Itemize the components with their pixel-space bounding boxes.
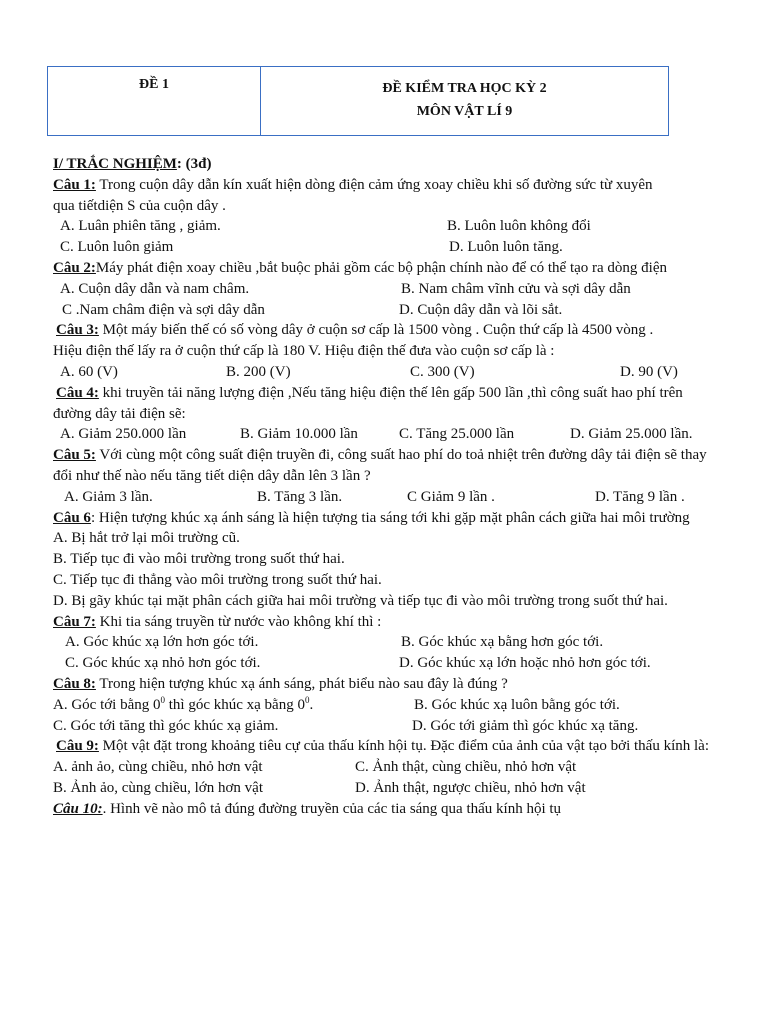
q5-option-b: B. Tăng 3 lần.: [257, 488, 343, 505]
q3-option-b: B. 200 (V): [226, 363, 291, 380]
exam-title-cell: [261, 67, 668, 135]
q2-option-d: D. Cuộn dây dẫn và lõi sắt.: [399, 301, 563, 318]
section-heading: I/ TRẮC NGHIỆM: (3đ): [53, 156, 212, 172]
q6-option-a: A. Bị hắt trở lại môi trường cũ.: [53, 530, 240, 547]
question-1: Câu 1: Trong cuộn dây dẫn kín xuất hiện dòng điện cảm ứng xoay chiều khi số đường sức từ xuyên: [53, 176, 653, 193]
q7-option-a: A. Góc khúc xạ lớn hơn góc tới.: [65, 634, 259, 651]
q6-option-b: B. Tiếp tục đi vào môi trường trong suốt thứ hai.: [53, 551, 345, 568]
q9-option-c: C. Ảnh thật, cùng chiều, nhỏ hơn vật: [355, 759, 577, 776]
q8-option-c: C. Góc tới tăng thì góc khúc xạ giảm.: [53, 717, 279, 734]
q4-option-b: B. Giảm 10.000 lần: [240, 426, 358, 443]
q9-option-d: D. Ảnh thật, ngược chiều, nhỏ hơn vật: [355, 779, 586, 796]
q3-option-d: D. 90 (V): [620, 363, 678, 380]
question-3: Câu 3: Một máy biến thế có số vòng dây ở cuộn sơ cấp là 1500 vòng . Cuộn thứ cấp là 4500 vòng .: [56, 322, 654, 339]
q3-option-a: A. 60 (V): [60, 363, 118, 380]
q2-option-a: A. Cuộn dây dẫn và nam châm.: [60, 280, 250, 297]
question-2: Câu 2:Máy phát điện xoay chiều ,bắt buộc phải gồm các bộ phận chính nào để có thể tạo ra dòng điện: [53, 259, 667, 276]
q2-option-c: C .Nam châm điện và sợi dây dẫn: [62, 301, 265, 318]
exam-code: ĐỀ 1: [48, 67, 261, 135]
question-1-cont: qua tiếtdiện S của cuộn dây .: [53, 197, 226, 214]
q7-option-b: B. Góc khúc xạ bằng hơn góc tới.: [401, 634, 604, 651]
q5-option-a: A. Giảm 3 lần.: [64, 488, 153, 505]
q7-option-d: D. Góc khúc xạ lớn hoặc nhỏ hơn góc tới.: [399, 655, 651, 672]
q8-option-a: A. Góc tới bằng $0^0$ thì góc khúc xạ bằng $0^0$.: [53, 694, 314, 713]
question-9: Câu 9: Một vật đặt trong khoảng tiêu cự của thấu kính hội tụ. Đặc điểm của ảnh của vật tạo bởi thấu kính là:: [56, 738, 709, 755]
question-10: Câu 10:. Hình vẽ nào mô tả đúng đường truyền của các tia sáng qua thấu kính hội tụ: [53, 800, 562, 817]
q3-option-c: C. 300 (V): [410, 363, 475, 380]
question-4: Câu 4: khi truyền tải năng lượng điện ,Nếu tăng hiệu điện thế lên gấp 500 lần ,thì công suất hao phí trên đường dây tải điện sẽ:: [53, 384, 683, 422]
question-3-cont: Hiệu điện thế lấy ra ở cuộn thứ cấp là 180 V. Hiệu điện thế đưa vào cuộn sơ cấp là :: [53, 343, 555, 360]
q9-option-a: A. ảnh ảo, cùng chiều, nhỏ hơn vật: [53, 759, 263, 776]
q8-option-d: D. Góc tới giảm thì góc khúc xạ tăng.: [412, 717, 639, 734]
q4-option-d: D. Giảm 25.000 lần.: [570, 426, 693, 443]
q1-option-c: C. Luôn luôn giảm: [60, 239, 174, 256]
q2-option-b: B. Nam châm vĩnh cửu và sợi dây dẫn: [401, 280, 631, 297]
q7-option-c: C. Góc khúc xạ nhỏ hơn góc tới.: [65, 655, 261, 672]
q1-option-b: B. Luôn luôn không đổi: [447, 218, 591, 235]
q1-option-a: A. Luân phiên tăng , giảm.: [60, 218, 221, 235]
q6-option-d: D. Bị gãy khúc tại mặt phân cách giữa hai môi trường và tiếp tục đi vào môi trường trong suốt thứ hai.: [53, 592, 668, 609]
exam-title: ĐỀ KIỂM TRA HỌC KỲ 2: [382, 81, 547, 96]
q4-option-a: A. Giảm 250.000 lần: [60, 426, 187, 443]
q1-option-d: D. Luôn luôn tăng.: [449, 239, 563, 256]
exam-subject: MÔN VẬT LÍ 9: [416, 104, 513, 119]
q6-option-c: C. Tiếp tục đi thẳng vào môi trường trong suốt thứ hai.: [53, 571, 382, 588]
exam-content: [53, 154, 723, 820]
question-7: Câu 7: Khi tia sáng truyền từ nước vào không khí thì :: [53, 613, 382, 630]
q5-option-d: D. Tăng 9 lần .: [595, 488, 685, 505]
q8-option-b: B. Góc khúc xạ luôn bằng góc tới.: [414, 696, 620, 713]
q9-option-b: B. Ảnh ảo, cùng chiều, lớn hơn vật: [53, 779, 263, 796]
question-8: Câu 8: Trong hiện tượng khúc xạ ánh sáng, phát biểu nào sau đây là đúng ?: [53, 675, 508, 692]
question-5: Câu 5: Với cùng một công suất điện truyền đi, công suất hao phí do toả nhiệt trên đường dây tải điện sẽ thay đổi như thế nào nếu tăng tiết diện dây dẫn lên 3 lần ?: [53, 447, 707, 484]
q4-option-c: C. Tăng 25.000 lần: [399, 426, 515, 443]
q5-option-c: C Giảm 9 lần .: [407, 488, 495, 505]
header-table: [47, 66, 669, 136]
question-6: Câu 6: Hiện tượng khúc xạ ánh sáng là hiện tượng tia sáng tới khi gặp mặt phân cách giữa hai môi trường: [53, 509, 690, 526]
